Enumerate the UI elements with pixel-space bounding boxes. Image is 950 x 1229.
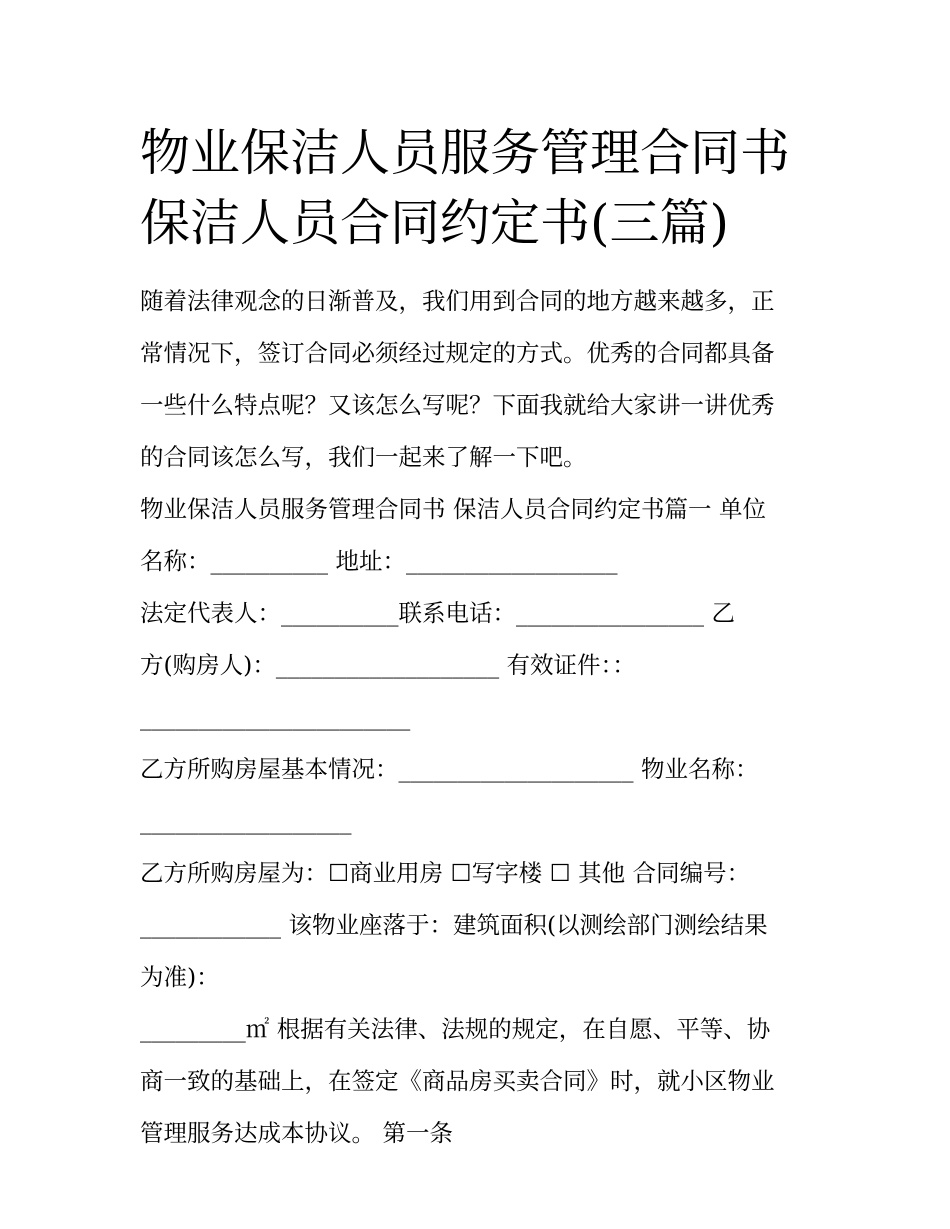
body-line: 常情况下，签订合同必须经过规定的方式。优秀的合同都具备 [140, 339, 775, 367]
body-line: _________㎡ 根据有关法律、法规的规定，在自愿、平等、协 [140, 1015, 771, 1043]
title-line-2: 保洁人员合同约定书(三篇) [140, 194, 730, 252]
body-line: 为准)： [140, 963, 220, 991]
body-line: 名称：__________ 地址：__________________ [140, 547, 618, 575]
body-line: 的合同该怎么写，我们一起来了解一下吧。 [140, 443, 587, 471]
document-body [140, 275, 820, 1159]
title-line-1: 物业保洁人员服务管理合同书 [140, 124, 790, 182]
body-line: _______________________ [140, 703, 411, 731]
body-line: 乙方所购房屋基本情况：____________________ 物业名称： [140, 755, 759, 783]
body-line: ____________ 该物业座落于：建筑面积(以测绘部门测绘结果 [140, 911, 768, 939]
body-line: 乙方所购房屋为：☐商业用房 ☐写字楼 ☐ 其他 合同编号： [140, 859, 751, 887]
body-line: 商一致的基础上，在签定《商品房买卖合同》时，就小区物业 [140, 1067, 775, 1095]
body-line: 随着法律观念的日渐普及，我们用到合同的地方越来越多，正 [140, 287, 775, 315]
body-line: 一些什么特点呢？又该怎么写呢？下面我就给大家讲一讲优秀 [140, 391, 775, 419]
body-line: 物业保洁人员服务管理合同书 保洁人员合同约定书篇一 单位 [140, 495, 766, 523]
body-line: 管理服务达成本协议。 第一条 [140, 1119, 453, 1147]
document-title [140, 118, 840, 258]
body-line: 法定代表人：__________联系电话：________________ 乙 [140, 599, 735, 627]
body-line: __________________ [140, 807, 352, 835]
body-line: 方(购房人)：___________________ 有效证件：： [140, 651, 636, 679]
